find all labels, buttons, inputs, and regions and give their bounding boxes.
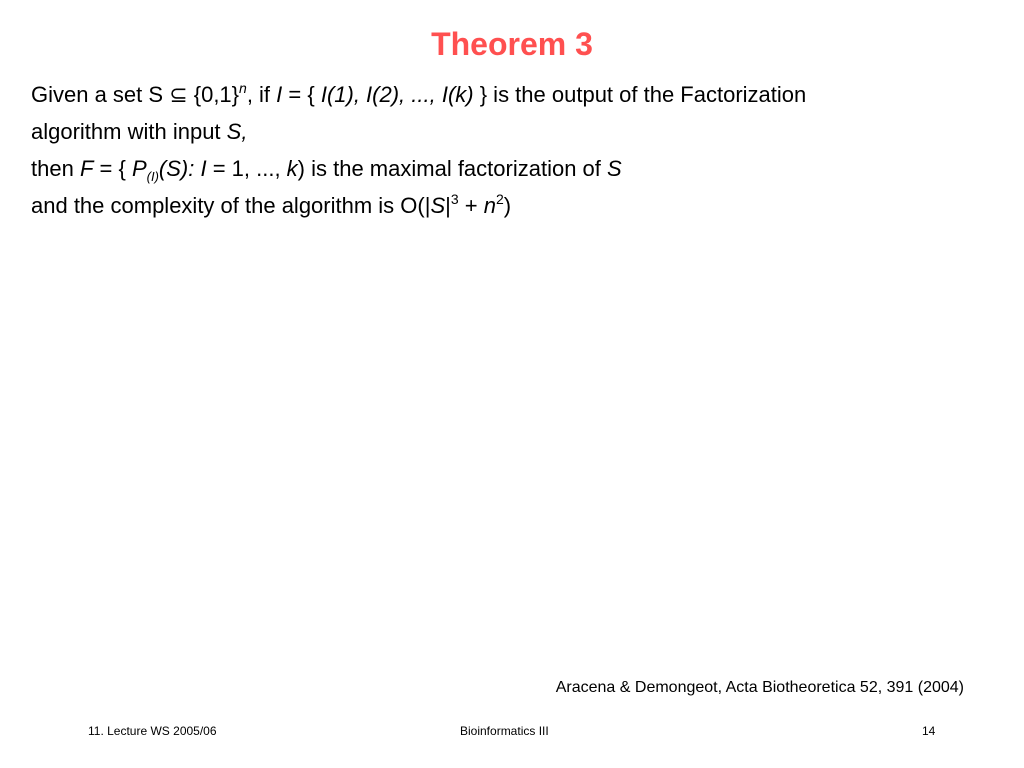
symbol-P: P [131, 156, 147, 181]
text-segment: (S): I [158, 156, 207, 181]
symbol-k: k [286, 156, 298, 181]
index-list: I(1), I(2), ..., I(k) [320, 82, 474, 107]
text-segment: | [445, 193, 451, 218]
symbol-I: I [276, 82, 283, 107]
text-segment: } is the output of the Factorization [473, 82, 807, 107]
symbol-n: n [483, 193, 496, 218]
superscript-2: 2 [495, 191, 504, 207]
theorem-body [31, 76, 991, 224]
text-segment: = 1, ..., [206, 156, 287, 181]
text-segment: ) is the maximal factorization of [297, 156, 608, 181]
footer-course: Bioinformatics III [460, 724, 549, 738]
footer-lecture: 11. Lecture WS 2005/06 [88, 724, 217, 738]
symbol-F: F [79, 156, 94, 181]
symbol-S: S, [226, 119, 248, 144]
superscript-n: n [239, 80, 247, 96]
slide-title: Theorem 3 [431, 26, 593, 62]
subset-or-equal-icon: ⊆ [169, 82, 188, 107]
superscript-3: 3 [450, 191, 459, 207]
footer-page-number: 14 [922, 724, 936, 738]
theorem-line-3 [31, 150, 991, 187]
theorem-line-4 [31, 187, 991, 224]
text-segment: , if [246, 82, 277, 107]
theorem-line-2 [31, 113, 991, 150]
text-segment: {0,1} [187, 82, 240, 107]
symbol-S: S [607, 156, 622, 181]
citation: Aracena & Demongeot, Acta Biotheoretica 52, 391 (2004) [555, 679, 964, 696]
text-segment: then [31, 156, 80, 181]
text-segment: and the complexity of the algorithm is O(| [31, 193, 431, 218]
text-segment: + [458, 193, 484, 218]
theorem-line-1 [31, 76, 991, 113]
subscript-I: (I) [146, 169, 159, 184]
text-segment: = { [282, 82, 321, 107]
text-segment: = { [93, 156, 132, 181]
symbol-S: S [430, 193, 446, 218]
text-segment: Given a set S [31, 82, 170, 107]
text-segment: ) [503, 193, 512, 218]
text-segment: algorithm with input [31, 119, 227, 144]
